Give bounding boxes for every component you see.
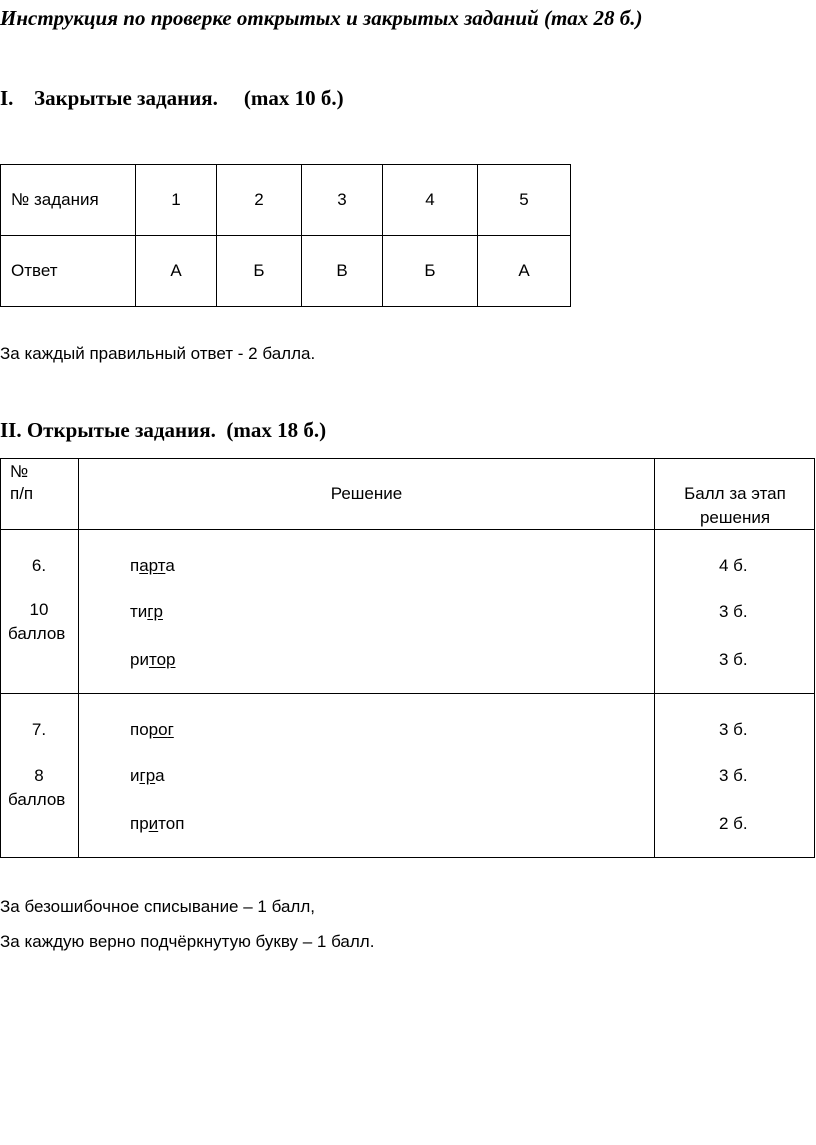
section2-title: II. Открытые задания. (0, 418, 216, 442)
section2-max: (max 18 б.) (226, 418, 327, 442)
section1-number: I. (0, 86, 14, 110)
underlined-letters: и (148, 814, 159, 833)
task-number-cell: 5 (478, 165, 571, 236)
underlined-letters: ро (148, 720, 168, 739)
solution-word (130, 766, 165, 786)
row-label-task-number: № задания (1, 165, 136, 236)
task-number: 7. (31, 720, 47, 739)
solution-word (130, 556, 175, 576)
table-border (0, 857, 815, 858)
word-part: по (130, 720, 149, 739)
step-score: 3 б. (719, 650, 748, 669)
row-label-answer: Ответ (1, 236, 136, 307)
answer-cell: Б (217, 236, 302, 307)
step-score: 3 б. (719, 602, 748, 621)
word-part: п (130, 556, 140, 575)
step-score: 3 б. (719, 766, 748, 785)
underlined-letters: гр (147, 602, 163, 621)
header-score: Балл за этап (684, 484, 786, 503)
word-part: ри (130, 650, 149, 669)
task-points-word: баллов (8, 624, 66, 643)
table-row (1, 165, 571, 236)
task-points-word: баллов (8, 790, 66, 809)
table-border (0, 529, 815, 530)
solution-word (130, 720, 174, 740)
word-part: а (155, 766, 165, 785)
section2-heading (0, 418, 326, 443)
step-score: 2 б. (719, 814, 748, 833)
task-number-cell: 2 (217, 165, 302, 236)
underlined-letters: т (157, 556, 166, 575)
underlined-letters: г (167, 720, 174, 739)
task-points-value: 10 (29, 600, 49, 619)
word-part: а (165, 556, 175, 575)
header-solution: Решение (330, 484, 403, 503)
table-border (78, 458, 79, 858)
task-number: 6. (31, 556, 47, 575)
underlined-letters: ар (139, 556, 158, 575)
document-title: Инструкция по проверке открытых и закрытых заданий (max 28 б.) (0, 6, 643, 30)
task-number-cell: 1 (136, 165, 217, 236)
underlined-letters: ор (156, 650, 176, 669)
underlined-letters: гр (139, 766, 156, 785)
task-number-cell: 3 (302, 165, 383, 236)
word-part: ти (130, 602, 148, 621)
table-border (0, 693, 815, 694)
open-tasks-table (0, 458, 815, 858)
solution-word (130, 814, 184, 834)
answer-cell: А (478, 236, 571, 307)
underline-score-note: За каждую верно подчёркнутую букву – 1 балл. (0, 932, 375, 951)
header-number-abbr: п/п (10, 484, 34, 503)
table-border (0, 458, 1, 858)
header-number-symbol: № (10, 462, 29, 481)
table-border (0, 458, 815, 459)
solution-word (130, 650, 175, 670)
section1-max: (max 10 б.) (243, 86, 344, 110)
closed-scoring-note: За каждый правильный ответ - 2 балла. (0, 344, 316, 363)
word-part: топ (158, 814, 185, 833)
closed-tasks-table (0, 164, 571, 307)
task-number-cell: 4 (383, 165, 478, 236)
answer-cell: Б (383, 236, 478, 307)
task-points-value: 8 (34, 766, 44, 785)
table-row (1, 236, 571, 307)
section1-heading (0, 86, 344, 111)
word-part: пр (130, 814, 149, 833)
step-score: 4 б. (719, 556, 748, 575)
answer-cell: А (136, 236, 217, 307)
solution-word (130, 602, 163, 622)
copying-score-note: За безошибочное списывание – 1 балл, (0, 897, 315, 916)
step-score: 3 б. (719, 720, 748, 739)
section1-title: Закрытые задания. (34, 86, 218, 110)
underlined-letters: т (148, 650, 157, 669)
word-part: и (130, 766, 140, 785)
answer-cell: В (302, 236, 383, 307)
header-score-line2: решения (699, 508, 771, 527)
